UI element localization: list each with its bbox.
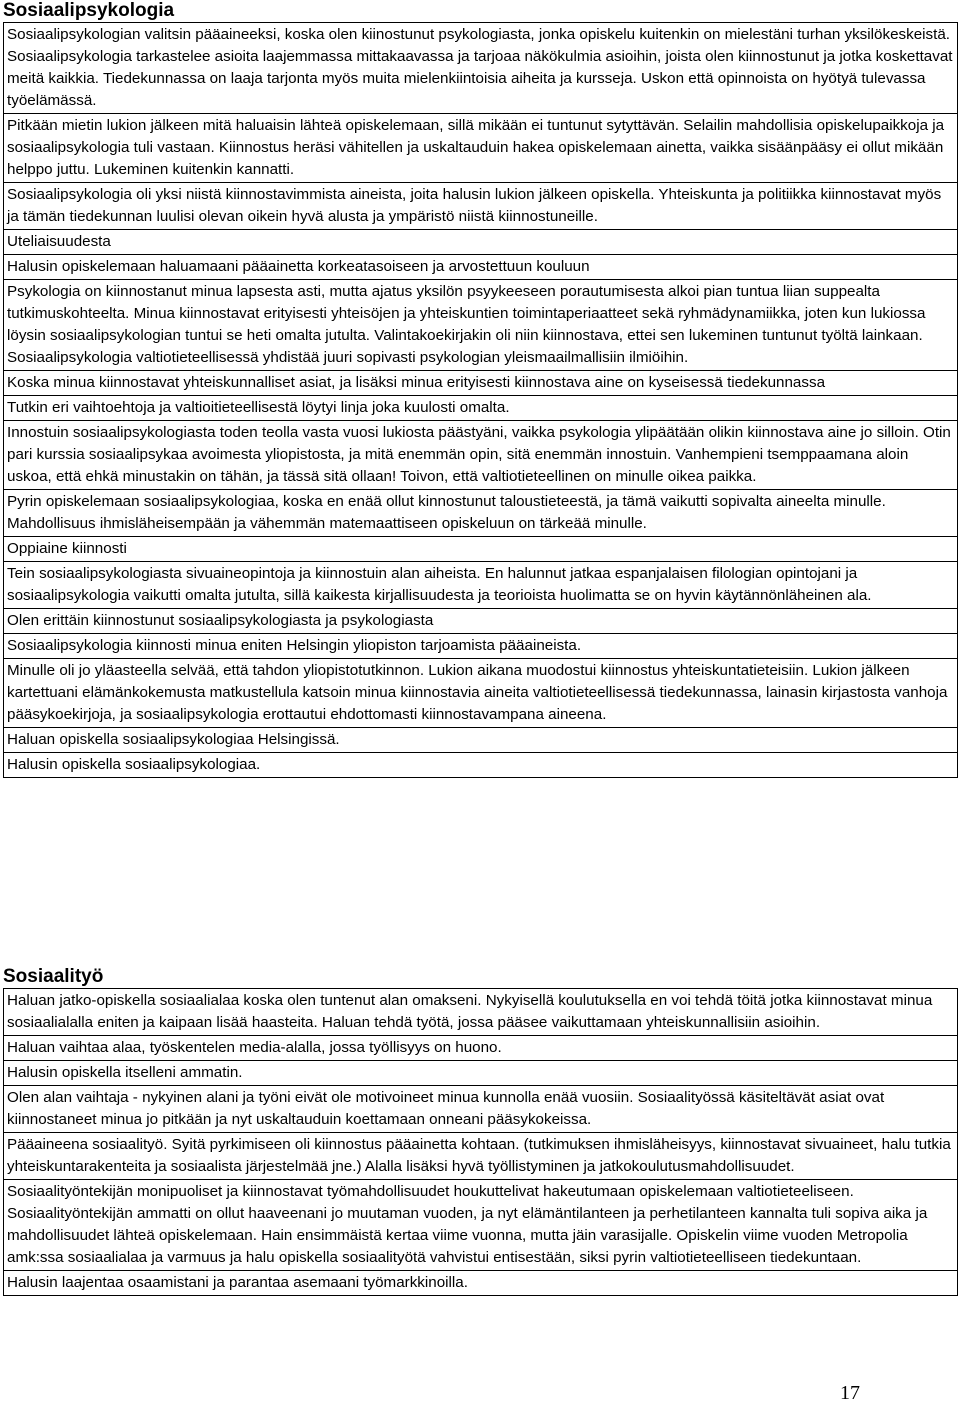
response-row bbox=[4, 371, 958, 396]
response-row bbox=[4, 421, 958, 490]
section-title-sosiaalipsykologia: Sosiaalipsykologia bbox=[3, 0, 175, 21]
section-title-sosiaalityo: Sosiaalityö bbox=[3, 966, 104, 987]
response-text: Olen erittäin kiinnostunut sosiaalipsykologiasta ja psykologiasta bbox=[4, 609, 958, 634]
response-row bbox=[4, 562, 958, 609]
response-text: Sosiaalityöntekijän monipuoliset ja kiinnostavat työmahdollisuudet houkuttelivat hakeutumaan opiskelemaan valtiotieteeliseen. Sosiaalityöntekijän ammatti on ollut haaveenani jo muutaman vuoden, ja nyt elämäntilanteen ja perhetilanteen kannalta tuli sopiva aika ja mahdollisuudet lähteä opiskelemaan. Hain ensimmäistä kertaa viime vuonna, mutta jäin varasijalle. Opiskelin viime vuoden Metropolia amk:ssa sosiaalialaa ja varmuus ja halu opiskella sosiaalityötä vahvistui entisestään, siksi pyrin valtiotieteelliseen tiedekuntaan. bbox=[4, 1180, 958, 1271]
response-row bbox=[4, 280, 958, 371]
response-row bbox=[4, 1061, 958, 1086]
response-text: Haluan vaihtaa alaa, työskentelen media-alalla, jossa työllisyys on huono. bbox=[4, 1036, 958, 1061]
response-text: Halusin opiskella sosiaalipsykologiaa. bbox=[4, 753, 958, 778]
response-text: Sosiaalipsykologia kiinnosti minua eniten Helsingin yliopiston tarjoamista pääaineista. bbox=[4, 634, 958, 659]
response-text: Halusin opiskelemaan haluamaani pääainetta korkeatasoiseen ja arvostettuun kouluun bbox=[4, 255, 958, 280]
response-text: Tutkin eri vaihtoehtoja ja valtioitieteellisestä löytyi linja joka kuulosti omalta. bbox=[4, 396, 958, 421]
response-row bbox=[4, 255, 958, 280]
responses-table-sosiaalityo bbox=[3, 988, 958, 1296]
response-row bbox=[4, 728, 958, 753]
response-row bbox=[4, 659, 958, 728]
response-row bbox=[4, 230, 958, 255]
response-text: Olen alan vaihtaja - nykyinen alani ja työni eivät ole motivoineet minua kunnolla enää vuosiin. Sosiaalityössä käsiteltävät asiat ovat kiinnostaneet minua jo pitkään ja nyt uskaltauduin koettamaan onneani pääsykokeissa. bbox=[4, 1086, 958, 1133]
response-text: Uteliaisuudesta bbox=[4, 230, 958, 255]
response-row bbox=[4, 1086, 958, 1133]
responses-table-sosiaalipsykologia bbox=[3, 22, 958, 778]
response-row bbox=[4, 490, 958, 537]
response-text: Minulle oli jo yläasteella selvää, että tahdon yliopistotutkinnon. Lukion aikana muodostui kiinnostus yhteiskuntatieteisiin. Lukion jälkeen kartettuani elämänkokemusta matkustellula katsoin minua kiinnostavia aineita valtiotieteellisessä tiedekunnassa, lainasin kirjastosta vanhoja pääsykoekirjoja, ja sosiaalipsykologia erottautui ehdottomasti kiinnostavampana aineena. bbox=[4, 659, 958, 728]
response-row bbox=[4, 1036, 958, 1061]
response-row bbox=[4, 537, 958, 562]
response-row bbox=[4, 396, 958, 421]
response-row bbox=[4, 989, 958, 1036]
response-row bbox=[4, 1180, 958, 1271]
response-text: Sosiaalipsykologia oli yksi niistä kiinnostavimmista aineista, joita halusin lukion jälkeen opiskella. Yhteiskunta ja politiikka kiinnostavat myös ja tämän tiedekunnan luulisi olevan oikein hyvä alusta ja ympäristö niistä kiinnostuneille. bbox=[4, 183, 958, 230]
response-row bbox=[4, 609, 958, 634]
responses-body bbox=[4, 23, 958, 778]
response-text: Halusin opiskella itselleni ammatin. bbox=[4, 1061, 958, 1086]
response-text: Sosiaalipsykologian valitsin pääaineeksi, koska olen kiinostunut psykologiasta, jonka opiskelu kuitenkin on mielestäni turhan yksilökeskeistä. Sosiaalipsykologia tarkastelee asioita laajemmassa mittakaavassa ja tarjoaa näkökulmia asioihin, joista olen kiinnostunut ja jotka koskettavat meitä kaikkia. Tiedekunnassa on laaja tarjonta myös muita mielenkiintoisia aiheita ja kursseja. Uskon että opinnoista on hyötyä tulevassa työelämässä. bbox=[4, 23, 958, 114]
response-row bbox=[4, 1271, 958, 1296]
response-text: Haluan jatko-opiskella sosiaalialaa koska olen tuntenut alan omakseni. Nykyisellä koulutuksella en voi tehdä töitä jotka kiinnostavat minua sosiaalialalla eniten ja kaipaan lisää haasteita. Haluan tehdä työtä, jossa pääsee vaikuttamaan yhteiskunnallisiin asioihin. bbox=[4, 989, 958, 1036]
response-text: Pitkään mietin lukion jälkeen mitä haluaisin lähteä opiskelemaan, sillä mikään ei tuntunut sytyttävän. Selailin mahdollisia opiskelupaikkoja ja sosiaalipsykologia tuli vastaan. Kiinnostus heräsi vähitellen ja uskaltauduin hakea opiskelemaan ainetta, vaikka sisäänpääsy ei ollut mikään helppo juttu. Lukeminen kuitenkin kannatti. bbox=[4, 114, 958, 183]
response-row bbox=[4, 753, 958, 778]
page-number: 17 bbox=[840, 1382, 860, 1404]
response-row bbox=[4, 114, 958, 183]
response-text: Oppiaine kiinnosti bbox=[4, 537, 958, 562]
response-text: Tein sosiaalipsykologiasta sivuaineopintoja ja kiinnostuin alan aiheista. En halunnut jatkaa espanjalaisen filologian opintojani ja sosiaalipsykologia vaikutti omalta jutulta, sillä kaikesta kirjallisuudesta ja teorioista huolimatta se on hyvin käytännönläheinen ala. bbox=[4, 562, 958, 609]
response-text: Pääaineena sosiaalityö. Syitä pyrkimiseen oli kiinnostus pääainetta kohtaan. (tutkimuksen ihmisläheisyys, kiinnostavat sivuaineet, halu tutkia yhteiskuntarakenteita ja sosiaalista järjestelmää jne.) Alalla lisäksi hyvä työllistyminen ja jatkokoulutusmahdollisuudet. bbox=[4, 1133, 958, 1180]
response-row bbox=[4, 1133, 958, 1180]
response-row bbox=[4, 634, 958, 659]
response-text: Innostuin sosiaalipsykologiasta toden teolla vasta vuosi lukiosta päästyäni, vaikka psykologia ylipäätään olikin kiinnostava aine jo silloin. Otin pari kurssia sosiaalipsykaa avoimesta yliopistosta, ja mitä enemmän opin, sitä enemmän innostuin. Vanhempieni tsemppaamana aloin uskoa, että ehkä minustakin on tähän, ja tässä sitä ollaan! Toivon, että valtiotieteellinen on minulle oikea paikka. bbox=[4, 421, 958, 490]
response-text: Haluan opiskella sosiaalipsykologiaa Helsingissä. bbox=[4, 728, 958, 753]
response-row bbox=[4, 183, 958, 230]
responses-body bbox=[4, 989, 958, 1296]
response-text: Psykologia on kiinnostanut minua lapsesta asti, mutta ajatus yksilön psyykeeseen porautumisesta alkoi pian tuntua liian suppealta tutkimuskohteelta. Minua kiinnostavat erityisesti yhteisöjen ja yhteiskuntien toimintaperiaatteet sekä ryhmädynamiikka, joten kun lukiossa löysin sosiaalipsykologian tuntui se heti omalta jutulta. Valintakoekirjakin oli niin kiinnostava, ettei sen lukeminen tuntunut työltä lainkaan. Sosiaalipsykologia valtiotieteellisessä yhdistää juuri sopivasti psykologian yleismaailmallisiin ilmiöihin. bbox=[4, 280, 958, 371]
response-text: Halusin laajentaa osaamistani ja parantaa asemaani työmarkkinoilla. bbox=[4, 1271, 958, 1296]
response-row bbox=[4, 23, 958, 114]
response-text: Pyrin opiskelemaan sosiaalipsykologiaa, koska en enää ollut kinnostunut taloustieteestä, ja tämä vaikutti sopivalta aineelta minulle. Mahdollisuus ihmisläheisempään ja vähemmän matemaattiseen opiskeluun on tärkeää minulle. bbox=[4, 490, 958, 537]
response-text: Koska minua kiinnostavat yhteiskunnalliset asiat, ja lisäksi minua erityisesti kiinnostava aine on kyseisessä tiedekunnassa bbox=[4, 371, 958, 396]
